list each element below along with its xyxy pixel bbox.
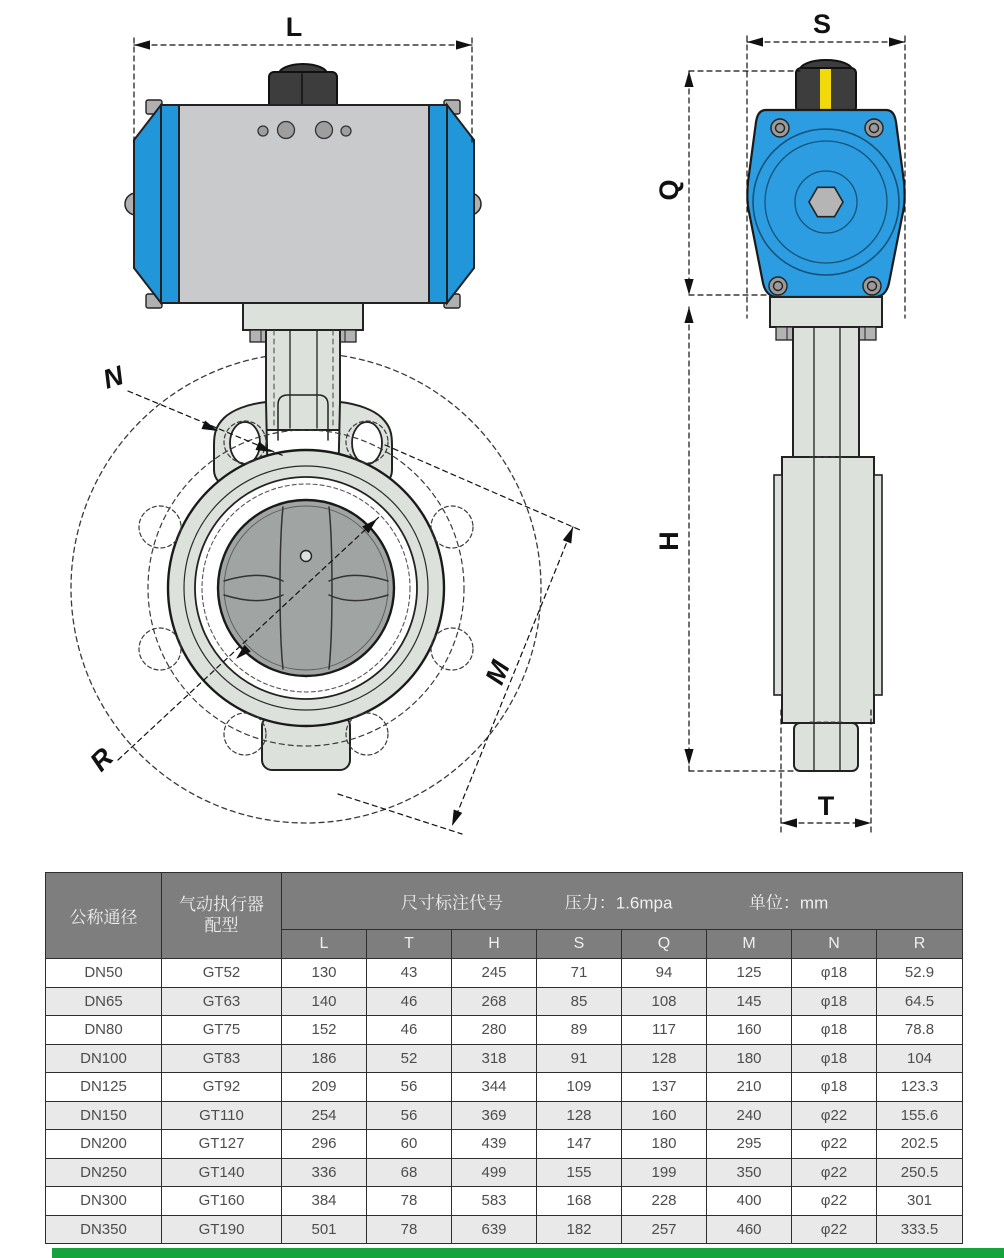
table-cell: 147 xyxy=(537,1130,622,1159)
table-cell: 186 xyxy=(282,1044,367,1073)
table-cell: 182 xyxy=(537,1215,622,1244)
table-cell: 400 xyxy=(707,1187,792,1216)
table-cell: GT83 xyxy=(162,1044,282,1073)
table-cell: φ22 xyxy=(792,1130,877,1159)
actuator-body-front xyxy=(179,105,429,303)
table-cell: φ18 xyxy=(792,1044,877,1073)
table-cell: 128 xyxy=(537,1101,622,1130)
table-cell: 209 xyxy=(282,1073,367,1102)
unit-value: mm xyxy=(799,893,829,913)
dim-label-T: T xyxy=(817,791,835,821)
dim-label-M: M xyxy=(479,656,516,689)
table-cell: 152 xyxy=(282,1016,367,1045)
table-cell: GT63 xyxy=(162,987,282,1016)
mounting-bracket-side xyxy=(770,297,882,327)
table-cell: φ22 xyxy=(792,1158,877,1187)
col-Q: Q xyxy=(622,930,707,959)
disc-center-hole xyxy=(301,551,312,562)
stem-hex-nut xyxy=(809,187,843,216)
table-row xyxy=(46,1073,963,1102)
indicator-stripe-yellow xyxy=(820,69,831,111)
table-row xyxy=(46,1044,963,1073)
table-cell: 43 xyxy=(367,959,452,988)
table-cell: 128 xyxy=(622,1044,707,1073)
valve-neck-front xyxy=(266,330,340,430)
table-cell: GT190 xyxy=(162,1215,282,1244)
table-cell: 202.5 xyxy=(877,1130,963,1159)
table-cell: 228 xyxy=(622,1187,707,1216)
header-dimension-codes xyxy=(282,873,963,930)
table-cell: 336 xyxy=(282,1158,367,1187)
green-divider-bar xyxy=(52,1248,1004,1258)
table-cell: 155.6 xyxy=(877,1101,963,1130)
dim-label-N: N xyxy=(99,360,128,395)
col-N: N xyxy=(792,930,877,959)
table-cell: DN350 xyxy=(46,1215,162,1244)
table-cell: 439 xyxy=(452,1130,537,1159)
valve-foot-side xyxy=(794,723,858,771)
dim-label-H: H xyxy=(654,531,684,551)
table-cell: 78 xyxy=(367,1187,452,1216)
mounting-bracket-front xyxy=(243,303,363,330)
header-actuator-model-line2: 配型 xyxy=(204,915,239,935)
dim-label-R: R xyxy=(84,742,120,778)
table-row xyxy=(46,1158,963,1187)
table-cell: DN150 xyxy=(46,1101,162,1130)
table-cell: 160 xyxy=(707,1016,792,1045)
col-R: R xyxy=(877,930,963,959)
table-row xyxy=(46,1130,963,1159)
table-cell: 46 xyxy=(367,987,452,1016)
table-cell: GT75 xyxy=(162,1016,282,1045)
table-cell: 64.5 xyxy=(877,987,963,1016)
table-cell: 85 xyxy=(537,987,622,1016)
table-cell: 145 xyxy=(707,987,792,1016)
table-cell: 56 xyxy=(367,1101,452,1130)
dim-label-L: L xyxy=(285,12,303,42)
table-cell: 250.5 xyxy=(877,1158,963,1187)
table-cell: 109 xyxy=(537,1073,622,1102)
lug-hole-right xyxy=(352,422,382,464)
table-cell: 180 xyxy=(622,1130,707,1159)
table-cell: 56 xyxy=(367,1073,452,1102)
table-cell: 71 xyxy=(537,959,622,988)
table-cell: 104 xyxy=(877,1044,963,1073)
col-M: M xyxy=(707,930,792,959)
table-cell: 268 xyxy=(452,987,537,1016)
table-cell: 78.8 xyxy=(877,1016,963,1045)
table-cell: 117 xyxy=(622,1016,707,1045)
table-cell: 125 xyxy=(707,959,792,988)
header-actuator-model xyxy=(162,873,282,959)
table-cell: φ22 xyxy=(792,1187,877,1216)
table-cell: 78 xyxy=(367,1215,452,1244)
table-cell: 210 xyxy=(707,1073,792,1102)
table-cell: 369 xyxy=(452,1101,537,1130)
side-view xyxy=(654,9,905,832)
table-cell: 296 xyxy=(282,1130,367,1159)
table-cell: DN250 xyxy=(46,1158,162,1187)
table-cell: DN65 xyxy=(46,987,162,1016)
spec-table-body xyxy=(46,959,963,1244)
table-cell: φ22 xyxy=(792,1101,877,1130)
unit-label: 单位： xyxy=(748,893,800,913)
table-row xyxy=(46,987,963,1016)
table-cell: 350 xyxy=(707,1158,792,1187)
table-cell: 108 xyxy=(622,987,707,1016)
table-cell: 499 xyxy=(452,1158,537,1187)
table-cell: 168 xyxy=(537,1187,622,1216)
col-S: S xyxy=(537,930,622,959)
table-cell: DN80 xyxy=(46,1016,162,1045)
table-cell: φ18 xyxy=(792,1073,877,1102)
col-L: L xyxy=(282,930,367,959)
table-cell: 155 xyxy=(537,1158,622,1187)
dim-label-Q: Q xyxy=(654,179,684,201)
valve-body-side xyxy=(782,457,874,723)
table-cell: 46 xyxy=(367,1016,452,1045)
position-indicator-front xyxy=(269,72,337,108)
col-H: H xyxy=(452,930,537,959)
table-cell: 280 xyxy=(452,1016,537,1045)
table-cell: φ18 xyxy=(792,987,877,1016)
table-row xyxy=(46,1187,963,1216)
table-cell: 94 xyxy=(622,959,707,988)
table-cell: 639 xyxy=(452,1215,537,1244)
table-cell: 140 xyxy=(282,987,367,1016)
table-cell: 318 xyxy=(452,1044,537,1073)
pressure-value: 1.6mpa xyxy=(615,893,673,913)
table-cell: 180 xyxy=(707,1044,792,1073)
col-T: T xyxy=(367,930,452,959)
table-cell: 130 xyxy=(282,959,367,988)
table-cell: GT127 xyxy=(162,1130,282,1159)
table-cell: 137 xyxy=(622,1073,707,1102)
table-row xyxy=(46,959,963,988)
table-cell: 257 xyxy=(622,1215,707,1244)
table-cell: DN50 xyxy=(46,959,162,988)
front-view xyxy=(71,12,580,834)
table-cell: 123.3 xyxy=(877,1073,963,1102)
table-cell: φ18 xyxy=(792,1016,877,1045)
table-row xyxy=(46,1101,963,1130)
table-cell: DN200 xyxy=(46,1130,162,1159)
lug-hole-left xyxy=(230,422,260,464)
table-cell: DN100 xyxy=(46,1044,162,1073)
table-cell: 52.9 xyxy=(877,959,963,988)
table-cell: 199 xyxy=(622,1158,707,1187)
table-cell: DN300 xyxy=(46,1187,162,1216)
table-cell: 160 xyxy=(622,1101,707,1130)
table-cell: φ18 xyxy=(792,959,877,988)
pressure-label: 压力： xyxy=(564,893,616,913)
header-nominal-diameter: 公称通径 xyxy=(46,873,162,959)
table-cell: 68 xyxy=(367,1158,452,1187)
table-cell: 254 xyxy=(282,1101,367,1130)
actuator-endcap-left xyxy=(134,105,161,303)
table-cell: GT140 xyxy=(162,1158,282,1187)
table-cell: 89 xyxy=(537,1016,622,1045)
table-cell: 301 xyxy=(877,1187,963,1216)
table-cell: 240 xyxy=(707,1101,792,1130)
table-cell: φ22 xyxy=(792,1215,877,1244)
table-cell: 333.5 xyxy=(877,1215,963,1244)
table-cell: 245 xyxy=(452,959,537,988)
unit-info xyxy=(749,889,828,914)
table-cell: GT52 xyxy=(162,959,282,988)
table-cell: 384 xyxy=(282,1187,367,1216)
table-row xyxy=(46,1215,963,1244)
table-cell: DN125 xyxy=(46,1073,162,1102)
table-cell: 295 xyxy=(707,1130,792,1159)
valve-neck-side xyxy=(793,327,859,459)
dims-title: 尺寸标注代号 xyxy=(401,893,503,913)
table-cell: 91 xyxy=(537,1044,622,1073)
table-row xyxy=(46,1016,963,1045)
header-actuator-model-line1: 气动执行器 xyxy=(179,895,264,915)
table-cell: 344 xyxy=(452,1073,537,1102)
table-cell: GT160 xyxy=(162,1187,282,1216)
table-cell: GT110 xyxy=(162,1101,282,1130)
actuator-endcap-right xyxy=(447,105,474,303)
table-cell: 501 xyxy=(282,1215,367,1244)
dim-label-S: S xyxy=(812,9,832,39)
table-cell: 583 xyxy=(452,1187,537,1216)
table-cell: 460 xyxy=(707,1215,792,1244)
spec-table xyxy=(45,872,963,1244)
table-cell: 60 xyxy=(367,1130,452,1159)
table-cell: 52 xyxy=(367,1044,452,1073)
pressure-info xyxy=(565,889,673,914)
table-cell: GT92 xyxy=(162,1073,282,1102)
